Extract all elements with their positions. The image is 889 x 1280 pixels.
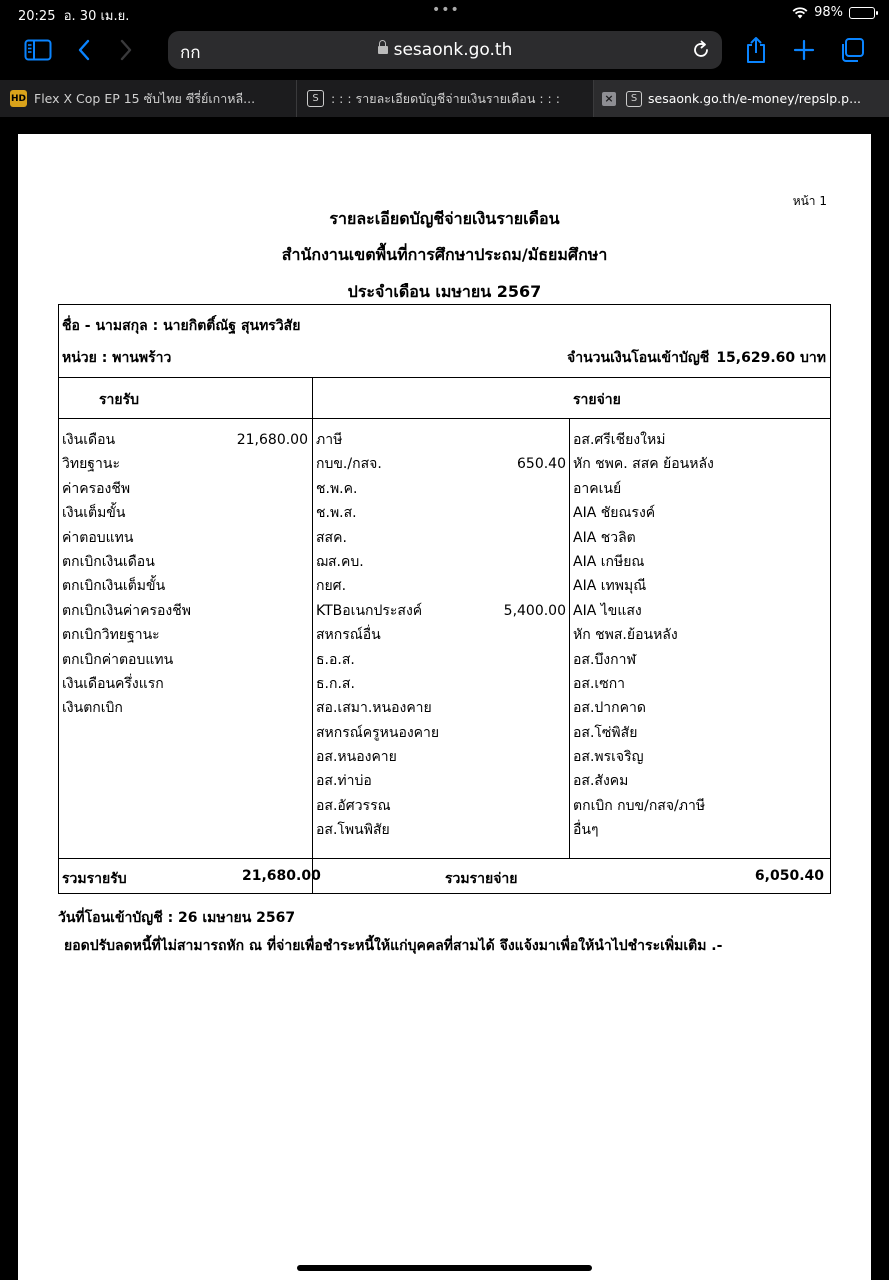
address-bar[interactable] — [168, 31, 722, 69]
line-item-label: ธ.ก.ส. — [316, 675, 355, 692]
line-item-label: เงินตกเบิก — [62, 700, 123, 717]
line-item — [573, 818, 828, 842]
line-item — [573, 599, 828, 623]
line-item — [316, 818, 566, 842]
sidebar-icon[interactable] — [22, 36, 54, 64]
line-item-label: วิทยฐานะ — [62, 456, 120, 473]
doc-period: ประจำเดือน เมษายน 2567 — [347, 282, 542, 301]
line-item-label: ค่าครองชีพ — [62, 480, 131, 497]
line-item-label: AIA ไขแสง — [573, 602, 642, 619]
line-item — [316, 696, 566, 720]
page-number: หน้า 1 — [792, 194, 827, 208]
forward-icon[interactable] — [110, 36, 142, 64]
123hd-favicon-icon: HD — [10, 90, 27, 107]
browser-toolbar — [0, 28, 889, 80]
deduction-list-left — [316, 428, 566, 843]
line-item — [316, 526, 566, 550]
tab-repslp-active[interactable] — [594, 80, 889, 117]
line-item — [573, 623, 828, 647]
line-item — [573, 526, 828, 550]
line-item-label: กบข./กสจ. — [316, 456, 382, 473]
line-item — [573, 477, 828, 501]
line-item — [573, 501, 828, 525]
line-item-label: อส.ศรีเชียงใหม่ — [573, 432, 666, 448]
doc-title: รายละเอียดบัญชีจ่ายเงินรายเดือน — [329, 209, 560, 228]
column-headers — [59, 378, 830, 419]
line-item — [573, 574, 828, 598]
line-item-label: ตกเบิกเงินเต็มขั้น — [62, 578, 166, 595]
line-item — [573, 648, 828, 672]
battery-icon — [849, 7, 875, 19]
payslip-page — [18, 134, 871, 1280]
tab-payroll-detail[interactable] — [297, 80, 594, 117]
line-item-label: ตกเบิกวิทยฐานะ — [62, 627, 160, 644]
net-amount-label: จำนวนเงินโอนเข้าบัญชี — [567, 350, 710, 366]
line-item-label: อส.บึงกาฬ — [573, 651, 637, 668]
employee-name: ชื่อ - นามสกุล : นายกิตติ์ณัฐ สุนทรวิสัย — [62, 318, 301, 334]
line-item-label: ฌส.คบ. — [316, 553, 364, 570]
line-item-label: เงินเดือน — [62, 432, 116, 448]
share-icon[interactable] — [740, 36, 772, 64]
income-list — [62, 428, 308, 721]
line-item — [62, 501, 308, 525]
line-item — [316, 550, 566, 574]
line-item-label: ตกเบิกค่าตอบแทน — [62, 651, 174, 668]
line-item — [573, 672, 828, 696]
line-item-label: หัก ชพค. สสค ย้อนหลัง — [573, 456, 714, 473]
line-item — [316, 794, 566, 818]
line-item — [62, 672, 308, 696]
column-divider — [569, 419, 570, 858]
tab-title: Flex X Cop EP 15 ซับไทย ซีรี่ย์เกาหลี... — [34, 90, 256, 106]
line-item — [573, 428, 828, 452]
line-item — [316, 745, 566, 769]
line-item-label: AIA ชัยณรงค์ — [573, 505, 656, 522]
line-item-label: อส.โพนพิสัย — [316, 822, 390, 839]
income-header: รายรับ — [99, 392, 139, 408]
line-item-label: KTBอเนกประสงค์ — [316, 602, 423, 619]
employee-unit: หน่วย : พานพร้าว — [62, 350, 172, 366]
line-item-label: ช.พ.ค. — [316, 480, 358, 497]
line-item-value: 650.40 — [517, 456, 566, 473]
column-divider — [312, 378, 313, 893]
line-item-label: อส.พรเจริญ — [573, 749, 644, 766]
line-item-label: สสค. — [316, 529, 347, 546]
line-item — [316, 648, 566, 672]
line-item-label: อส.หนองคาย — [316, 749, 397, 766]
line-item-label: อส.ปากคาด — [573, 700, 646, 717]
line-item — [62, 696, 308, 720]
line-item-label: เงินเดือนครึ่งแรก — [62, 675, 164, 692]
close-tab-icon[interactable]: × — [602, 92, 616, 106]
tab-title: : : : รายละเอียดบัญชีจ่ายเงินรายเดือน : : : — [331, 90, 560, 106]
line-item — [316, 721, 566, 745]
line-item-label: สหกรณ์ครูหนองคาย — [316, 724, 440, 741]
lock-icon — [378, 46, 388, 54]
line-item-label: ค่าตอบแทน — [62, 529, 134, 546]
line-item-value: 21,680.00 — [236, 432, 308, 448]
doc-office: สำนักงานเขตพื้นที่การศึกษาประถม/มัธยมศึกษา — [281, 245, 608, 264]
s-favicon-icon: S — [626, 91, 642, 107]
deduction-list-right — [573, 428, 828, 843]
url-text: sesaonk.go.th — [393, 40, 513, 60]
line-item — [62, 648, 308, 672]
line-item — [573, 794, 828, 818]
deduction-note: ยอดปรับลดหนี้ที่ไม่สามารถหัก ณ ที่จ่ายเพื่อชำระหนี้ให้แก่บุคคลที่สามได้ จึงแจ้งมาเพื่อให้นำไปชำระเพิ่มเติม .- — [64, 938, 723, 954]
net-amount-value: 15,629.60 บาท — [716, 350, 826, 366]
line-item-label: ช.พ.ส. — [316, 505, 357, 522]
line-item-label: กยศ. — [316, 578, 347, 595]
line-item — [62, 574, 308, 598]
expense-header: รายจ่าย — [573, 392, 621, 408]
line-item — [62, 526, 308, 550]
line-item-label: สหกรณ์อื่น — [316, 627, 381, 644]
battery-percent: 98% — [814, 5, 843, 20]
line-item — [316, 599, 566, 623]
line-item — [316, 574, 566, 598]
payslip-header — [59, 305, 830, 378]
line-item — [62, 477, 308, 501]
line-item — [62, 599, 308, 623]
total-income-label: รวมรายรับ — [62, 871, 127, 887]
back-icon[interactable] — [68, 36, 100, 64]
line-item — [62, 452, 308, 476]
line-item — [573, 452, 828, 476]
line-item — [573, 721, 828, 745]
line-item — [573, 745, 828, 769]
wifi-icon — [792, 7, 808, 19]
line-item-label: อื่นๆ — [573, 822, 599, 839]
status-time: 20:25 อ. 30 เม.ย. — [18, 9, 130, 24]
line-item-label: สอ.เสมา.หนองคาย — [316, 700, 432, 717]
line-item-label: AIA เกษียณ — [573, 553, 645, 570]
reload-icon[interactable] — [690, 39, 712, 61]
line-item-label: อส.ท่าบ่อ — [316, 773, 372, 790]
status-bar — [0, 0, 889, 28]
payslip-table — [58, 304, 831, 894]
line-item-label: หัก ชพส.ย้อนหลัง — [573, 627, 678, 644]
home-indicator[interactable] — [297, 1265, 592, 1271]
line-item-label: ตกเบิกเงินค่าครองชีพ — [62, 602, 191, 619]
totals-row — [59, 858, 830, 893]
line-item — [316, 672, 566, 696]
line-item — [316, 428, 566, 452]
line-item — [573, 769, 828, 793]
total-income-value: 21,680.00 — [242, 868, 321, 884]
line-item-label: อส.อัศวรรณ — [316, 797, 391, 814]
line-item-label: ตกเบิก กบข/กสจ/ภาษี — [573, 797, 706, 814]
line-item — [573, 696, 828, 720]
line-item-label: อส.สังคม — [573, 773, 629, 790]
tab-overview-icon[interactable] — [836, 36, 868, 64]
s-favicon-icon: S — [307, 90, 324, 107]
line-item-label: อส.เซกา — [573, 675, 626, 692]
line-item-label: AIA ชวลิต — [573, 529, 636, 546]
line-item — [316, 501, 566, 525]
line-item — [316, 452, 566, 476]
line-item — [316, 623, 566, 647]
total-expense-label: รวมรายจ่าย — [445, 871, 518, 887]
total-expense-value: 6,050.40 — [754, 868, 824, 884]
line-item — [62, 428, 308, 452]
line-item-label: เงินเต็มขั้น — [62, 505, 126, 522]
line-item — [573, 550, 828, 574]
line-item — [62, 550, 308, 574]
line-item — [316, 769, 566, 793]
line-item — [316, 477, 566, 501]
reader-options-button[interactable]: กก — [180, 43, 201, 63]
tab-flex-x-cop[interactable] — [0, 80, 297, 117]
line-item-label: อส.โซ่พิสัย — [573, 724, 638, 741]
line-item-value: 5,400.00 — [503, 602, 566, 619]
transfer-date: วันที่โอนเข้าบัญชี : 26 เมษายน 2567 — [58, 910, 296, 926]
line-item-label: ตกเบิกเงินเดือน — [62, 553, 155, 570]
new-tab-icon[interactable] — [788, 36, 820, 64]
multitasking-dots[interactable]: ••• — [432, 2, 460, 18]
line-item-label: ธ.อ.ส. — [316, 651, 355, 668]
line-item-label: AIA เทพมุณี — [573, 578, 647, 595]
tab-bar — [0, 80, 889, 117]
line-item-label: ภาษี — [316, 432, 343, 448]
line-item-label: อาคเนย์ — [573, 480, 622, 497]
tab-title: sesaonk.go.th/e-money/repslp.p... — [648, 91, 862, 106]
line-item — [62, 623, 308, 647]
